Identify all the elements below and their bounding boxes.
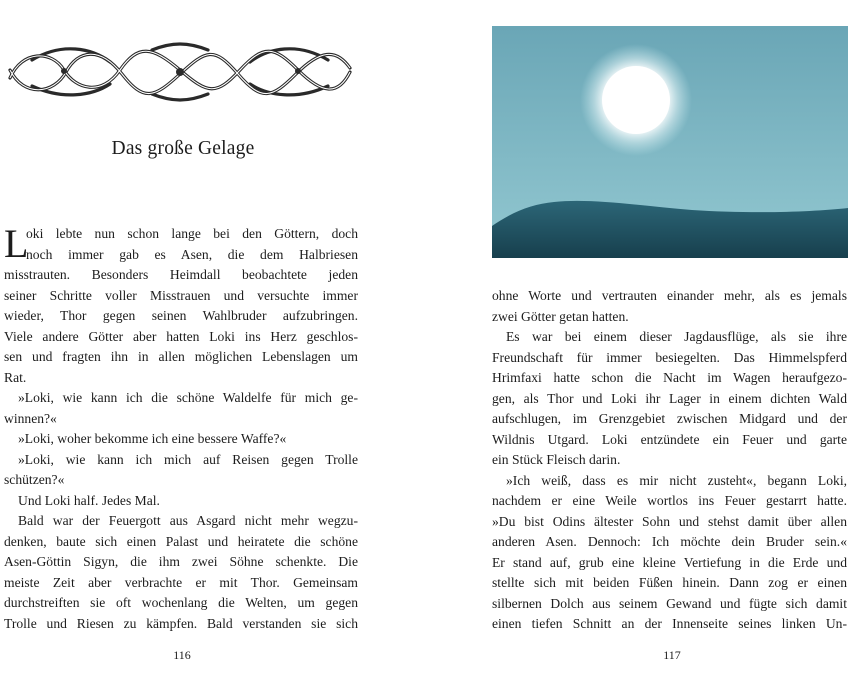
text-line: »Loki, wie kann ich mich auf Reisen gegen Trolle [18, 451, 358, 467]
text-line: ein Stück Fleisch darin. [492, 452, 621, 467]
celtic-knot-ornament [2, 40, 358, 102]
text-line: Es war bei einem dieser Jagdausflüge, als sie ihre [506, 329, 847, 344]
text-line: anderen Asen. Dennoch: Ich möchte dein Bruder sein.« [492, 534, 847, 549]
text-line: Und Loki half. Jedes Mal. [18, 492, 160, 508]
page-number-right: 117 [663, 648, 681, 662]
text-line: ohne Worte und vertrauten einander mehr, als es jemals [492, 288, 847, 303]
text-line: schützen?« [4, 472, 65, 487]
text-line: »Du bist Odins ältester Sohn und stehst damit über allen [492, 513, 847, 529]
text-line: silbernen Dolch aus seinem Gewand und fügte sich damit [492, 595, 847, 611]
text-line: aufschlugen, im Grenzgebiet zwischen Midgard und der [492, 411, 847, 426]
chapter-title: Das große Gelage [111, 138, 255, 159]
text-line: misstrauten. Besonders Heimdall beobachtete jeden [4, 267, 358, 282]
moon-night-illustration [492, 26, 848, 258]
text-line: Hrimfaxi hatte schon die Nacht im Wagen heraufgezo- [492, 370, 847, 385]
drop-cap: L [4, 221, 29, 266]
right-page-text [492, 286, 847, 635]
text-line: sen und fragten ihn in allen möglichen Lebenslagen um [4, 349, 358, 364]
text-line: zwei Götter getan hatten. [492, 308, 629, 324]
text-line: wieder, Thor gegen seinen Wahlbruder aufzubringen. [4, 308, 358, 323]
text-line: »Loki, wie kann ich die schöne Waldelfe für mich ge- [18, 390, 358, 405]
text-line: »Ich weiß, dass es mir nicht zusteht«, begann Loki, [506, 472, 847, 488]
text-line: winnen?« [4, 410, 57, 426]
text-line: Viele andere Götter aber hatten Loki ins Herz geschlos- [4, 328, 358, 344]
text-line: seiner Schritte voller Misstrauen und versuchte immer [4, 287, 358, 303]
text-line: »Loki, woher bekomme ich eine bessere Waffe?« [18, 431, 287, 446]
text-line: Trolle und Riesen zu kämpfen. Bald verstanden sie sich [4, 615, 358, 631]
text-line: Bald war der Feuergott aus Asgard nicht mehr wegzu- [18, 513, 358, 528]
text-line: Wildnis Utgard. Loki entzündete ein Feuer und garte [492, 431, 847, 447]
left-page-text [4, 221, 358, 634]
text-line: meiste Zeit aber verbrachte er mit Thor. Gemeinsam [4, 574, 358, 590]
text-line: einen tiefen Schnitt an der Innenseite seines linken Un- [492, 616, 847, 631]
text-line: Er stand auf, grub eine kleine Vertiefung in die Erde und [492, 554, 847, 570]
text-line: Freundschaft für immer besiegelten. Das Himmelspferd [492, 349, 847, 365]
text-line: Asen-Göttin Sigyn, die ihm zwei Söhne schenkte. Die [4, 554, 358, 569]
text-line: denken, baute sich einen Palast und heiratete die schöne [4, 533, 358, 549]
text-line: noch immer gab es Asen, die dem Halbriesen [26, 246, 358, 262]
text-line: Rat. [4, 369, 27, 385]
page-number-left: 116 [173, 648, 191, 662]
text-line: L oki lebte nun schon lange bei den Göttern, doch [4, 221, 358, 266]
text-line: durchstreiften sie oft wochenlang die Welten, um gegen [4, 595, 358, 610]
text-line: gen, als Thor und Loki ihr Lager in einem dichten Wald [492, 390, 847, 406]
moon [602, 66, 670, 134]
text-line: stellte sich mit beiden Füßen hinein. Dann zog er einen [492, 575, 847, 590]
text-line: nachdem er eine Weile wortlos ins Feuer gestarrt hatte. [492, 493, 847, 508]
right-page [427, 0, 854, 683]
